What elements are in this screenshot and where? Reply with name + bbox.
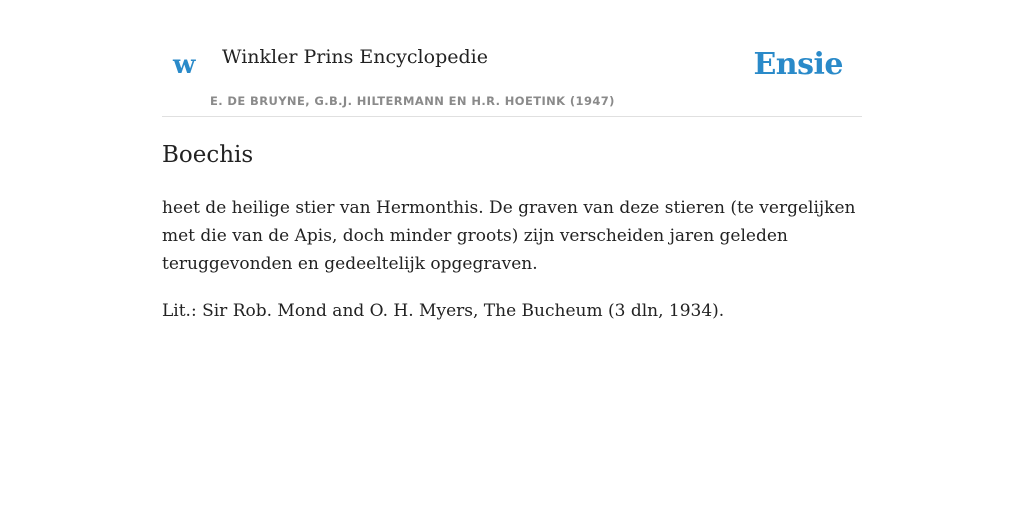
- page-container: [162, 0, 862, 512]
- logo-w[interactable]: w: [173, 50, 196, 80]
- encyclopedia-title[interactable]: Winkler Prins Encyclopedie: [222, 46, 488, 68]
- ensie-logo[interactable]: Ensie: [753, 47, 843, 82]
- header: [162, 0, 862, 117]
- encyclopedia-authors: E. DE BRUYNE, G.B.J. HILTERMANN EN H.R. HOETINK (1947): [210, 94, 615, 108]
- article-paragraph: heet de heilige stier van Hermonthis. De graven van deze stieren (te vergelijken met die van de Apis, doch minder groots) zijn verscheiden jaren geleden teruggevonden en gedeeltelijk opgegraven.: [162, 197, 856, 274]
- article-body: [162, 194, 862, 325]
- article-literature: Lit.: Sir Rob. Mond and O. H. Myers, The Bucheum (3 dln, 1934).: [162, 300, 725, 321]
- article-title: Boechis: [162, 142, 254, 168]
